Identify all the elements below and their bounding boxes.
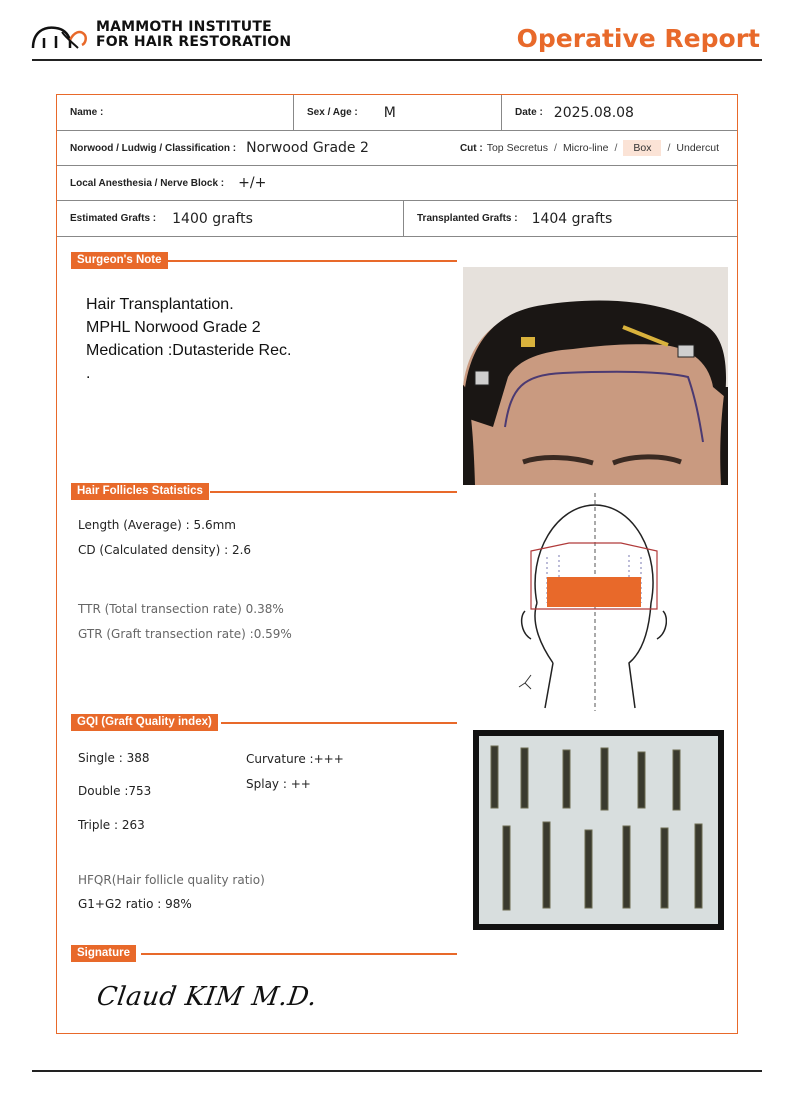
name-label: Name : — [70, 107, 104, 118]
cut-separator: / — [554, 142, 557, 154]
stat-ttr: TTR (Total transection rate) 0.38% — [78, 602, 284, 616]
hairline-photo — [463, 267, 728, 485]
follicle-stats-title: Hair Follicles Statistics — [71, 483, 209, 500]
row-classification — [57, 131, 737, 166]
sex-age-field[interactable]: M — [383, 104, 396, 121]
gqi-title: GQI (Graft Quality index) — [71, 714, 218, 731]
classification-field[interactable]: Norwood Grade 2 — [246, 140, 369, 156]
date-label: Date : — [515, 107, 543, 118]
gqi-splay: Splay : ++ — [246, 777, 311, 791]
graft-sample-photo — [473, 730, 724, 930]
gqi-double: Double :753 — [78, 784, 152, 798]
note-line: Medication :Dutasteride Rec. — [86, 342, 292, 359]
signature-title: Signature — [71, 945, 136, 962]
date-field[interactable]: 2025.08.08 — [553, 104, 634, 121]
surgeon-note-title: Surgeon's Note — [71, 252, 168, 269]
transplanted-cell — [403, 201, 737, 236]
cut-selector — [460, 131, 719, 165]
cut-separator: / — [667, 142, 671, 154]
anesthesia-label: Local Anesthesia / Nerve Block : — [70, 177, 225, 189]
surgeon-signature: Claud KIM M.D. — [94, 982, 320, 1012]
logo-line-1: MAMMOTH INSTITUTE — [96, 19, 272, 35]
stat-length: Length (Average) : 5.6mm — [78, 518, 236, 532]
date-cell — [501, 95, 737, 130]
cut-option-top-secretus[interactable]: Top Secretus — [486, 142, 549, 154]
section-rule — [221, 722, 457, 724]
row-grafts — [57, 201, 737, 237]
name-cell — [57, 95, 293, 130]
anesthesia-cell — [57, 166, 266, 200]
estimated-field[interactable]: 1400 grafts — [172, 210, 253, 227]
cut-option-box[interactable]: Box — [623, 140, 661, 156]
row-patient-basic — [57, 95, 737, 131]
row-anesthesia — [57, 166, 737, 201]
estimated-label: Estimated Grafts : — [70, 213, 157, 224]
transplanted-label: Transplanted Grafts : — [417, 213, 518, 224]
cut-option-micro-line[interactable]: Micro-line — [562, 142, 609, 154]
logo-line-2: FOR HAIR RESTORATION — [96, 34, 292, 50]
classification-label: Norwood / Ludwig / Classification : — [70, 142, 237, 154]
gqi-single: Single : 388 — [78, 751, 150, 765]
section-rule — [210, 491, 457, 493]
section-rule — [141, 953, 457, 955]
gqi-g1g2: G1+G2 ratio : 98% — [78, 897, 192, 911]
bottom-divider — [32, 1070, 762, 1072]
anesthesia-field[interactable]: +/+ — [238, 175, 267, 191]
cut-option-undercut[interactable]: Undercut — [676, 142, 719, 154]
note-line: . — [86, 365, 91, 382]
note-line: MPHL Norwood Grade 2 — [86, 319, 261, 336]
stat-gtr: GTR (Graft transection rate) :0.59% — [78, 627, 292, 641]
sex-age-label: Sex / Age : — [307, 107, 358, 118]
gqi-curvature: Curvature :+++ — [246, 752, 344, 766]
gqi-triple: Triple : 263 — [78, 818, 145, 832]
section-rule — [162, 260, 457, 262]
sex-age-cell — [293, 95, 501, 130]
report-title: Operative Report — [516, 24, 760, 53]
donor-area-diagram — [517, 493, 667, 713]
stat-cd: CD (Calculated density) : 2.6 — [78, 543, 252, 557]
estimated-cell — [57, 201, 403, 236]
classification-cell — [57, 131, 369, 165]
cut-label: Cut : — [459, 142, 483, 154]
note-line: Hair Transplantation. — [86, 296, 234, 313]
institute-logo — [30, 18, 291, 52]
report-frame — [56, 94, 738, 1034]
cut-separator: / — [614, 142, 618, 154]
mammoth-icon — [30, 18, 90, 52]
transplanted-field[interactable]: 1404 grafts — [531, 210, 613, 227]
top-divider — [32, 59, 762, 61]
gqi-hfqr: HFQR(Hair follicle quality ratio) — [78, 873, 265, 887]
surgeon-note-body — [86, 293, 291, 385]
